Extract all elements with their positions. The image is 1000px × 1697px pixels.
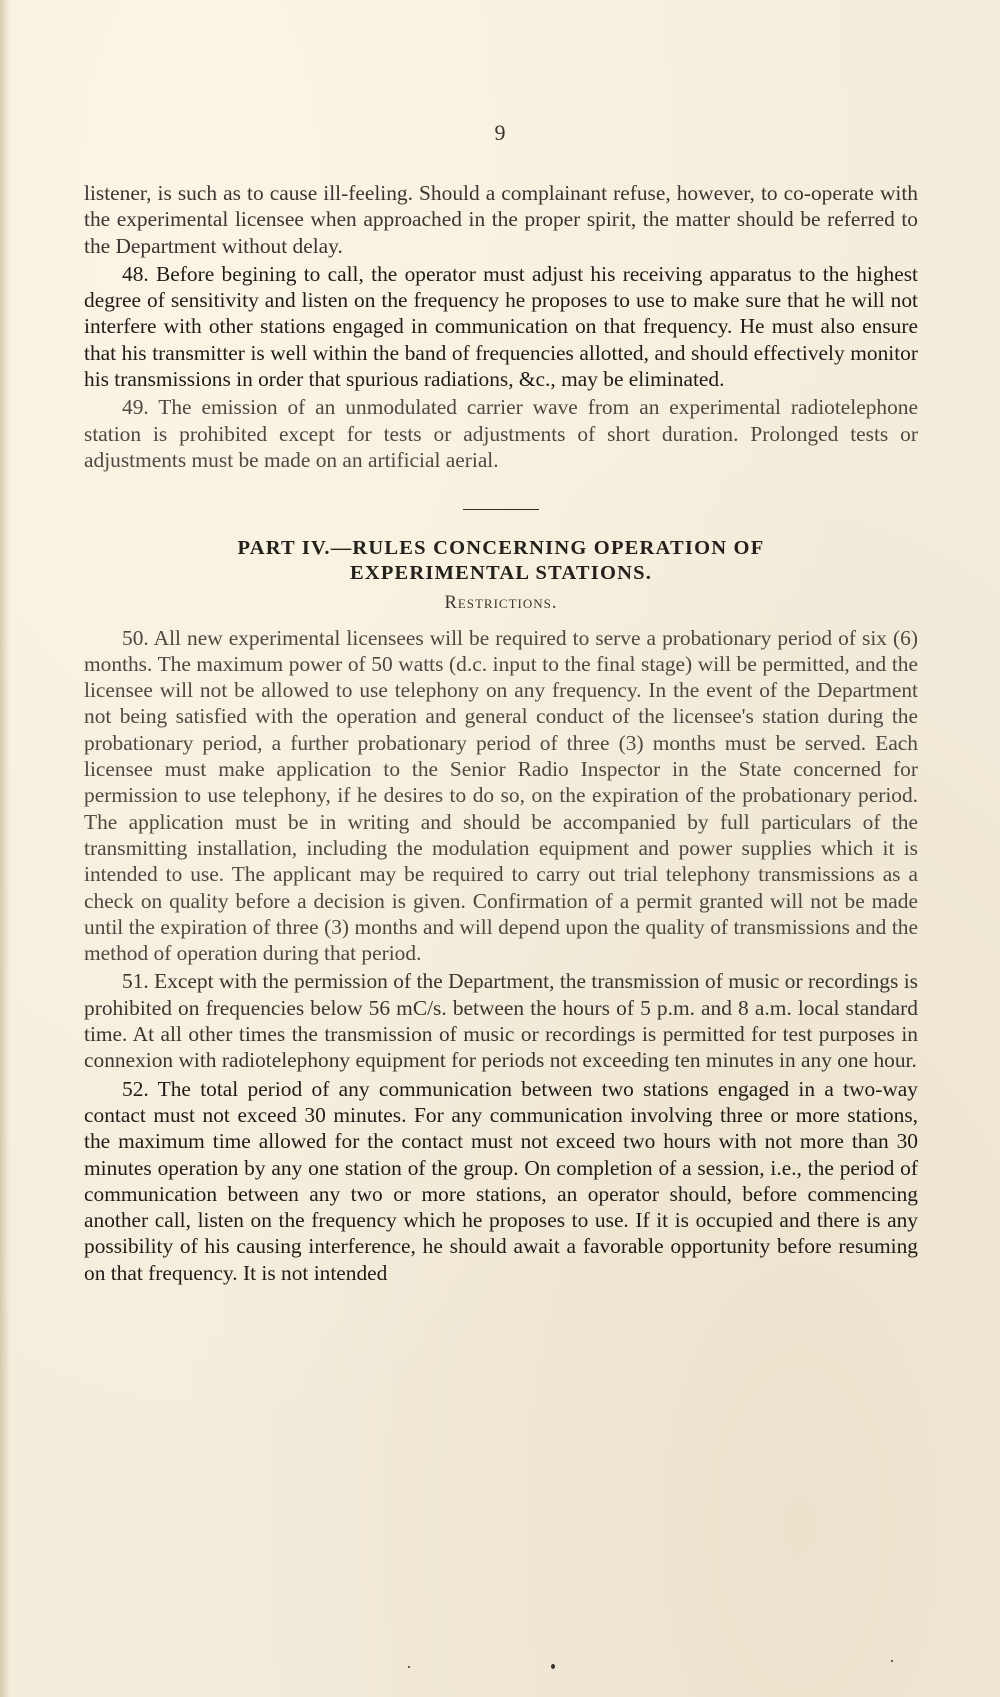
paragraph-continuation: listener, is such as to cause ill-feeling. Should a complainant refuse, however, to co-operate with the experimental licensee when approached in the proper spirit, the matter should be referred to the Department without delay. xyxy=(84,181,918,258)
ink-speck xyxy=(408,1666,410,1668)
part-heading-line-2: EXPERIMENTAL STATIONS. xyxy=(349,562,653,585)
paragraph-51: 51. Except with the permission of the Department, the transmission of music or recordings is prohibited on frequencies below 56 mC/s. between the hours of 5 p.m. and 8 a.m. local standard time. At all other times the transmission of music or recordings is permitted for test purposes in connexion with radiotelephony equipment for periods not exceeding ten minutes in any one hour. xyxy=(84,969,918,1073)
page-edge-shadow xyxy=(0,0,10,1697)
page-number: 9 xyxy=(494,120,506,145)
paragraph-49: 49. The emission of an unmodulated carrier wave from an experimental radiotelephone station is prohibited except for tests or adjustments of short duration. Prolonged tests or adjustments must be made on an artificial aerial. xyxy=(84,395,918,472)
section-subheading: Restrictions. xyxy=(444,593,558,614)
ink-speck xyxy=(551,1664,555,1669)
section-divider xyxy=(463,509,539,510)
paragraph-52: 52. The total period of any communication between two stations engaged in a two-way contact must not exceed 30 minutes. For any communication involving three or more stations, the maximum time allowed for the contact must not exceed two hours with not more than 30 minutes operation by any one station of the group. On completion of a session, i.e., the period of communication between any two or more stations, an operator should, before commencing another call, listen on the frequency which he proposes to use. If it is occupied and there is any possibility of his causing interference, he should await a favorable opportunity before resuming on that frequency. It is not intended xyxy=(84,1076,918,1285)
page-body xyxy=(84,180,918,1286)
part-heading-line-1: PART IV.—RULES CONCERNING OPERATION OF xyxy=(237,537,765,560)
paragraph-50: 50. All new experimental licensees will be required to serve a probationary period of six (6) months. The maximum power of 50 watts (d.c. input to the final stage) will be permitted, and the licensee will not be allowed to use telephony on any frequency. In the event of the Department not being satisfied with the operation and general conduct of the licensee's station during the probationary period, a further probationary period of three (3) months must be served. Each licensee must make application to the Senior Radio Inspector in the State concerned for permission to use telephony, if he desires to do so, on the expiration of the probationary period. The application must be in writing and should be accompanied by full particulars of the transmitting installation, including the modulation equipment and power supplies which it is intended to use. The applicant may be required to carry out trial telephony transmissions as a check on quality before a decision is given. Confirmation of a permit granted will not be made until the expiration of three (3) months and will depend upon the quality of transmissions and the method of operation during that period. xyxy=(84,625,918,966)
paragraph-48: 48. Before begining to call, the operator must adjust his receiving apparatus to the highest degree of sensitivity and listen on the frequency he proposes to use to make sure that he will not interfere with other stations engaged in communication on that frequency. He must also ensure that his transmitter is well within the band of frequencies allotted, and should effectively monitor his transmissions in order that spurious radiations, &c., may be eliminated. xyxy=(84,261,918,392)
ink-speck xyxy=(891,1660,893,1662)
